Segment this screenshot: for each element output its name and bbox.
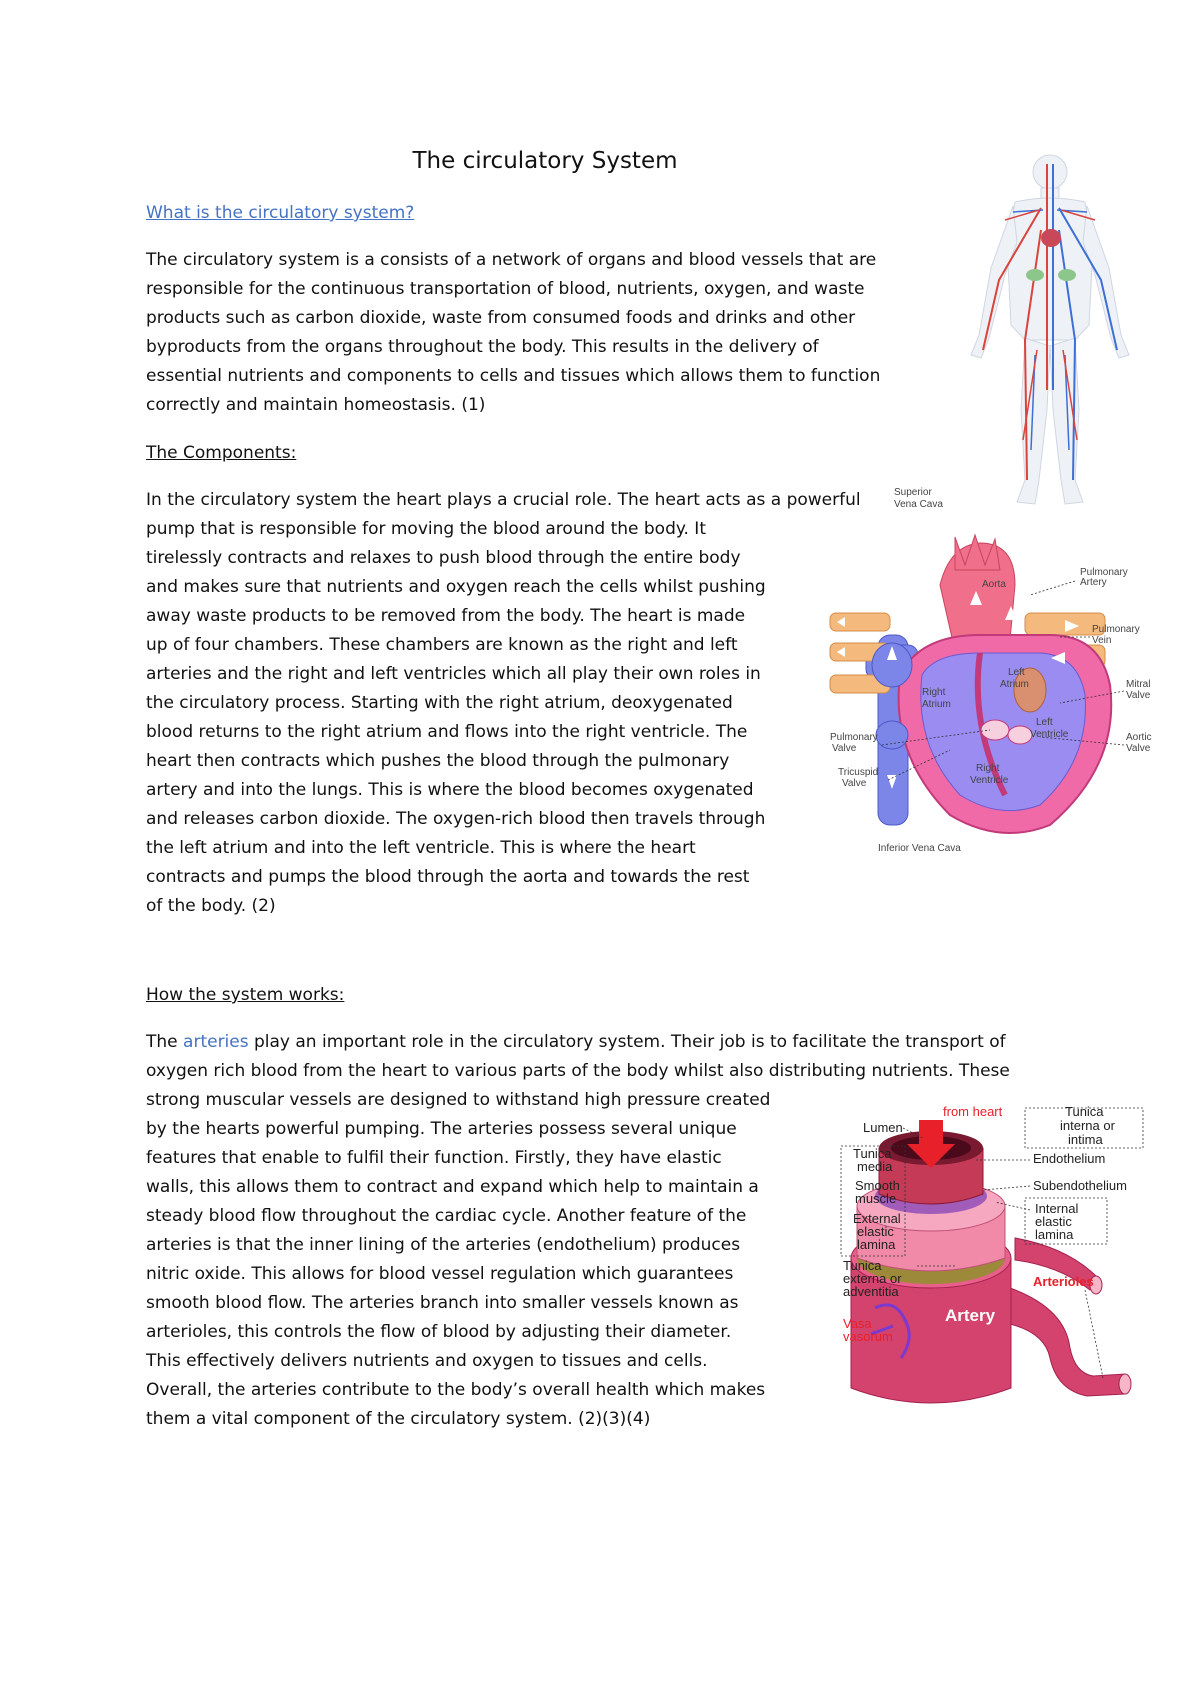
smooth-muscle-label-2: muscle — [855, 1191, 897, 1206]
components-heading: The Components: — [146, 443, 297, 463]
internal-elastic-label-2: elastic — [1035, 1214, 1072, 1229]
tunica-externa-label-1: Tunica — [843, 1258, 882, 1273]
page-title: The circulatory System — [412, 148, 678, 174]
internal-elastic-label-3: lamina — [1035, 1227, 1074, 1242]
mitral-label-2: Valve — [1126, 690, 1151, 701]
tricuspid-label-1: Tricuspid — [838, 767, 879, 778]
aortic-label-2: Valve — [1126, 743, 1151, 754]
text-line: features that enable to fulfil their function. Firstly, they have elastic — [146, 1148, 722, 1168]
components-paragraph — [146, 486, 861, 921]
right-ventricle-label-1: Right — [976, 763, 1000, 774]
svc-label-1: Superior — [894, 487, 932, 498]
mitral-label-1: Mitral — [1126, 679, 1151, 690]
text-line: products such as carbon dioxide, waste from consumed foods and drinks and other — [146, 308, 856, 328]
right-ventricle-label-2: Ventricle — [970, 775, 1009, 786]
text-line: arterioles, this controls the flow of blood by adjusting their diameter. — [146, 1322, 732, 1342]
text-line: oxygen rich blood from the heart to various parts of the body whilst also distributing nutrients. These — [146, 1061, 1010, 1081]
endothelium-label: Endothelium — [1033, 1151, 1106, 1166]
text-line: contracts and pumps the blood through the aorta and towards the rest — [146, 867, 750, 887]
text-line: strong muscular vessels are designed to withstand high pressure created — [146, 1090, 771, 1110]
svc-label-2: Vena Cava — [894, 499, 943, 510]
tunica-media-label-2: media — [857, 1159, 893, 1174]
heart-diagram — [830, 487, 1170, 865]
intro-paragraph — [146, 246, 880, 420]
text-line: smooth blood flow. The arteries branch into smaller vessels known as — [146, 1293, 739, 1313]
text-line: and releases carbon dioxide. The oxygen-rich blood then travels through — [146, 809, 766, 829]
body-circulation-figure — [955, 150, 1145, 520]
text-line: artery and into the lungs. This is where the blood becomes oxygenated — [146, 780, 754, 800]
text-line: arteries and the right and left ventricles which all play their own roles in — [146, 664, 761, 684]
left-ventricle-label-1: Left — [1036, 717, 1053, 728]
arteriole-branch — [1010, 1288, 1125, 1396]
pulm-artery-label-1: Pulmonary — [1080, 567, 1128, 578]
smooth-muscle-label-1: Smooth — [855, 1178, 900, 1193]
text-line: The circulatory system is a consists of a network of organs and blood vessels that are — [146, 250, 877, 270]
lumen-label: Lumen — [863, 1120, 903, 1135]
text-line: This effectively delivers nutrients and oxygen to tissues and cells. — [146, 1351, 708, 1371]
arteries-link[interactable]: arteries — [183, 1032, 249, 1052]
text-line: up of four chambers. These chambers are known as the right and left — [146, 635, 738, 655]
tunica-media-label-1: Tunica — [853, 1146, 892, 1161]
text-line: nitric oxide. This allows for blood vessel regulation which guarantees — [146, 1264, 734, 1284]
aortic-label-1: Aortic — [1126, 732, 1152, 743]
text-line: In the circulatory system the heart plays a crucial role. The heart acts as a powerful — [146, 490, 861, 510]
text-line: responsible for the continuous transportation of blood, nutrients, oxygen, and waste — [146, 279, 865, 299]
ivc-label: Inferior Vena Cava — [878, 843, 961, 854]
from-heart-label: from heart — [943, 1104, 1003, 1119]
text-line: steady blood flow throughout the cardiac cycle. Another feature of the — [146, 1206, 747, 1226]
text-line: of the body. (2) — [146, 896, 276, 916]
text-line: pump that is responsible for moving the blood around the body. It — [146, 519, 706, 539]
pulm-vein-label-2: Vein — [1092, 635, 1112, 646]
pulm-artery-label-2: Artery — [1080, 577, 1107, 588]
tunica-intima-label-3: intima — [1068, 1132, 1103, 1147]
internal-elastic-label-1: Internal — [1035, 1201, 1079, 1216]
external-elastic-label-3: lamina — [857, 1237, 896, 1252]
works-heading: How the system works: — [146, 985, 345, 1005]
text-fragment: play an important role in the circulatory system. Their job is to facilitate the transport of — [248, 1032, 1006, 1052]
tunica-intima-label-2: interna or — [1060, 1118, 1115, 1133]
text-line: walls, this allows them to contract and expand which help to maintain a — [146, 1177, 759, 1197]
tunica-externa-label-3: adventitia — [843, 1284, 899, 1299]
aorta-label: Aorta — [982, 579, 1006, 590]
text-line: the left atrium and into the left ventricle. This is where the heart — [146, 838, 696, 858]
artery-label: Artery — [945, 1306, 996, 1325]
text-line — [146, 1028, 1010, 1057]
tricuspid-label-2: Valve — [842, 778, 867, 789]
text-line: correctly and maintain homeostasis. (1) — [146, 395, 486, 415]
left-atrium-label-1: Left — [1008, 667, 1025, 678]
vasa-vasorum-label-2: vasorum — [843, 1329, 893, 1344]
tunica-externa-label-2: externa or — [843, 1271, 902, 1286]
pulm-valve-label-1: Pulmonary — [830, 732, 878, 743]
vasa-vasorum-label-1: Vasa — [843, 1316, 872, 1331]
text-line: Overall, the arteries contribute to the body’s overall health which makes — [146, 1380, 766, 1400]
tunica-intima-label-1: Tunica — [1065, 1104, 1104, 1119]
text-fragment: The — [146, 1032, 184, 1052]
heart-shape — [1041, 229, 1061, 247]
text-line: by the hearts powerful pumping. The arteries possess several unique — [146, 1119, 737, 1139]
right-atrium-label-2: Atrium — [922, 699, 951, 710]
text-line: away waste products to be removed from the body. The heart is made — [146, 606, 746, 626]
intro-heading-link[interactable]: What is the circulatory system? — [146, 203, 415, 223]
left-ventricle-label-2: Ventricle — [1030, 729, 1069, 740]
right-atrium-label-1: Right — [922, 687, 946, 698]
external-elastic-label-1: External — [853, 1211, 901, 1226]
text-line: heart then contracts which pushes the blood through the pulmonary — [146, 751, 730, 771]
text-line: them a vital component of the circulatory system. (2)(3)(4) — [146, 1409, 651, 1429]
subendothelium-label: Subendothelium — [1033, 1178, 1127, 1193]
text-line: byproducts from the organs throughout the body. This results in the delivery of — [146, 337, 819, 357]
arterioles-label: Arterioles — [1033, 1274, 1094, 1289]
text-line: and makes sure that nutrients and oxygen reach the cells whilst pushing — [146, 577, 766, 597]
text-line: blood returns to the right atrium and flows into the right ventricle. The — [146, 722, 748, 742]
text-line: tirelessly contracts and relaxes to push blood through the entire body — [146, 548, 741, 568]
text-line: the circulatory process. Starting with the right atrium, deoxygenated — [146, 693, 733, 713]
text-line: essential nutrients and components to cells and tissues which allows them to function — [146, 366, 881, 386]
external-elastic-label-2: elastic — [857, 1224, 894, 1239]
text-line: arteries is that the inner lining of the arteries (endothelium) produces — [146, 1235, 741, 1255]
left-atrium-label-2: Atrium — [1000, 679, 1029, 690]
artery-diagram — [835, 1098, 1170, 1408]
pulm-valve-label-2: Valve — [832, 743, 857, 754]
pulm-vein-label-1: Pulmonary — [1092, 624, 1140, 635]
